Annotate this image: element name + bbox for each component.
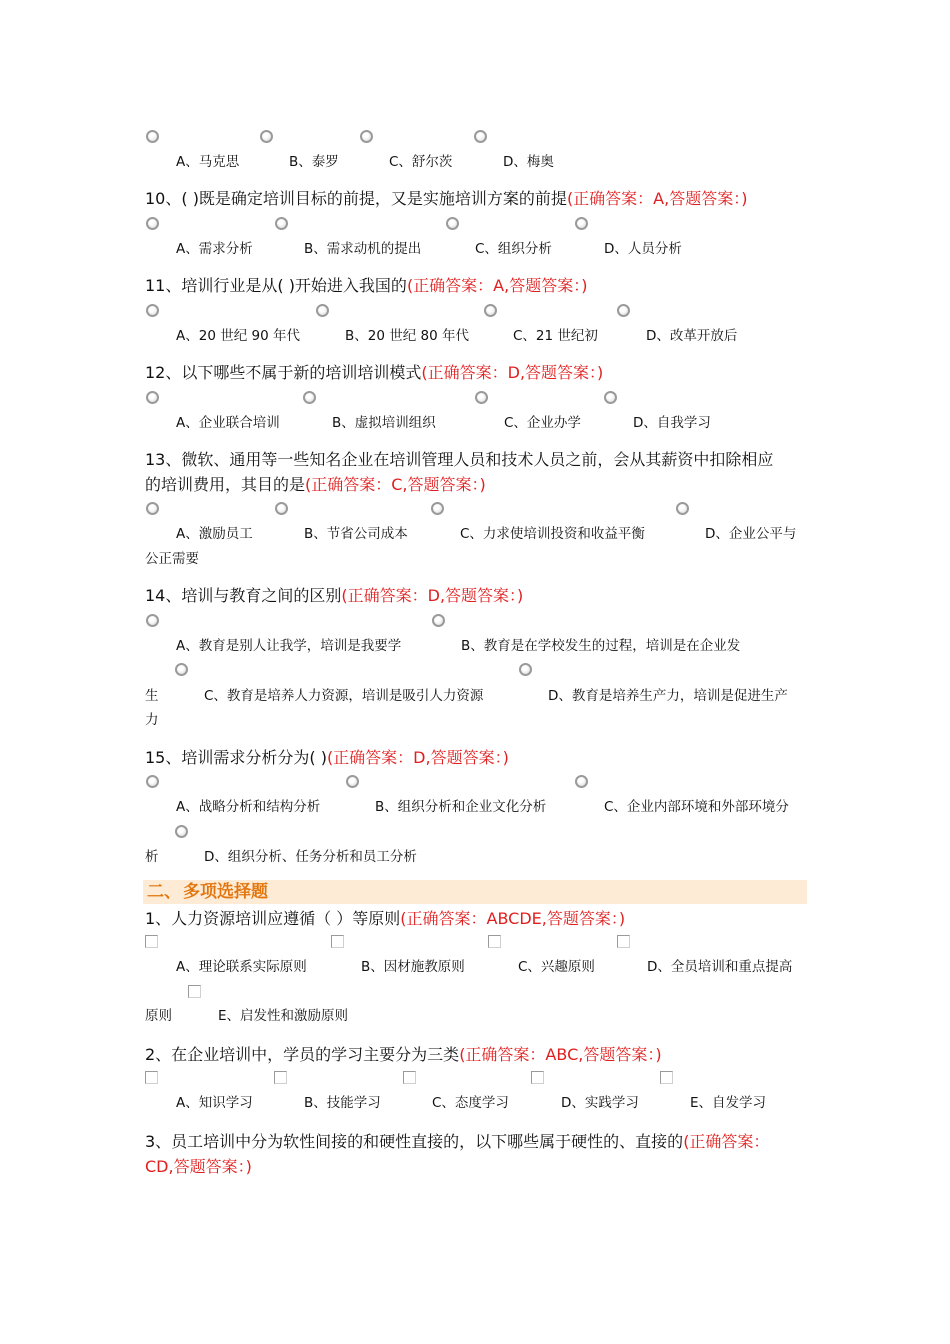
q11-option-c: C、21 世纪初 [513,328,598,344]
q11-text: 11、培训行业是从( )开始进入我国的(正确答案：A,答题答案：) [145,276,588,295]
q12-option-d: D、自我学习 [633,415,711,431]
q15-radio-a[interactable] [146,775,159,788]
q15-text: 15、培训需求分析分为( )(正确答案：D,答题答案：) [145,748,509,767]
q12-text: 12、以下哪些不属于新的培训培训模式(正确答案：D,答题答案：) [145,363,604,382]
q13-option-d: D、企业公平与 [705,526,797,542]
q13-option-b: B、节省公司成本 [304,526,408,542]
q12-option-b: B、虚拟培训组织 [332,415,436,431]
q12-option-a: A、企业联合培训 [176,415,280,431]
q14-option-b-wrap: 生 [145,688,159,704]
q9-radio-a[interactable] [146,130,159,143]
q15-option-c: C、企业内部环境和外部环境分 [604,799,789,815]
q12-answer: (正确答案：D,答题答案：) [421,363,604,382]
m2-option-c: C、态度学习 [432,1095,509,1111]
m1-checkbox-c[interactable] [488,935,501,948]
q10-radio-b[interactable] [275,217,288,230]
m1-option-d: D、全员培训和重点提高 [647,959,793,975]
m1-checkbox-e[interactable] [188,985,201,998]
m2-checkbox-b[interactable] [274,1071,287,1084]
m1-option-a: A、理论联系实际原则 [176,959,307,975]
m1-checkbox-a[interactable] [145,935,158,948]
m2-checkbox-a[interactable] [145,1071,158,1084]
m1-option-c: C、兴趣原则 [518,959,595,975]
q15-option-c-wrap: 析 [145,849,159,865]
m1-checkbox-d[interactable] [617,935,630,948]
q14-option-b: B、教育是在学校发生的过程，培训是在企业发 [461,638,741,654]
q13-radio-d[interactable] [676,502,689,515]
q10-option-d: D、人员分析 [604,241,682,257]
q9-radio-c[interactable] [360,130,373,143]
q11-radio-b[interactable] [316,304,329,317]
q10-option-b: B、需求动机的提出 [304,241,422,257]
section-header-multiple-choice [143,880,807,904]
q13-text-line1: 13、微软、通用等一些知名企业在培训管理人员和技术人员之前，会从其薪资中扣除相应 [145,450,774,469]
q9-option-c: C、舒尔茨 [389,154,453,170]
q11-option-d: D、改革开放后 [646,328,738,344]
q13-option-a: A、激励员工 [176,526,253,542]
q11-answer: (正确答案：A,答题答案：) [406,276,588,295]
m1-checkbox-b[interactable] [331,935,344,948]
q15-answer: (正确答案：D,答题答案：) [326,748,509,767]
q13-option-c: C、力求使培训投资和收益平衡 [460,526,645,542]
q14-radio-c[interactable] [175,663,188,676]
q12-radio-a[interactable] [146,391,159,404]
q15-radio-d[interactable] [175,825,188,838]
m2-checkbox-c[interactable] [403,1071,416,1084]
m2-option-b: B、技能学习 [304,1095,381,1111]
section-title: 二、 多项选择题 [147,882,268,902]
q14-radio-b[interactable] [432,614,445,627]
m3-answer-part2: CD,答题答案：) [145,1157,252,1176]
m2-checkbox-d[interactable] [531,1071,544,1084]
q10-option-c: C、组织分析 [475,241,552,257]
q14-text: 14、培训与教育之间的区别(正确答案：D,答题答案：) [145,586,524,605]
q9-option-b: B、泰罗 [289,154,339,170]
q13-answer: (正确答案：C,答题答案：) [305,475,486,494]
q13-radio-a[interactable] [146,502,159,515]
q9-option-a: A、马克思 [176,154,240,170]
m1-answer: (正确答案：ABCDE,答题答案：) [400,909,626,928]
q13-option-d-wrap: 公正需要 [145,551,199,567]
q13-radio-c[interactable] [431,502,444,515]
q13-text-line2: 的培训费用，其目的是(正确答案：C,答题答案：) [145,475,486,494]
m2-checkbox-e[interactable] [660,1071,673,1084]
m2-option-d: D、实践学习 [561,1095,639,1111]
q13-radio-b[interactable] [275,502,288,515]
m1-option-b: B、因材施教原则 [361,959,465,975]
q14-option-d: D、教育是培养生产力，培训是促进生产 [548,688,788,704]
m1-text: 1、人力资源培训应遵循（ ）等原则(正确答案：ABCDE,答题答案：) [145,909,626,928]
q11-radio-d[interactable] [617,304,630,317]
q10-radio-a[interactable] [146,217,159,230]
q14-answer: (正确答案：D,答题答案：) [341,586,524,605]
q12-option-c: C、企业办学 [504,415,581,431]
q14-radio-a[interactable] [146,614,159,627]
m3-answer-part1: (正确答案： [683,1132,770,1151]
q11-radio-c[interactable] [484,304,497,317]
q10-text: 10、( )既是确定培训目标的前提，又是实施培训方案的前提(正确答案：A,答题答案：) [145,189,748,208]
q12-radio-d[interactable] [604,391,617,404]
q15-option-b: B、组织分析和企业文化分析 [375,799,547,815]
q9-radio-d[interactable] [474,130,487,143]
q15-option-d: D、组织分析、任务分析和员工分析 [204,849,417,865]
q11-radio-a[interactable] [146,304,159,317]
q10-radio-d[interactable] [575,217,588,230]
m2-option-a: A、知识学习 [176,1095,253,1111]
q11-option-b: B、20 世纪 80 年代 [345,328,469,344]
m1-option-e: E、启发性和激励原则 [218,1008,349,1024]
q10-radio-c[interactable] [446,217,459,230]
m3-text-line1: 3、员工培训中分为软性间接的和硬性直接的，以下哪些属于硬性的、直接的(正确答案： [145,1132,770,1151]
q9-radio-b[interactable] [260,130,273,143]
m2-text: 2、在企业培训中，学员的学习主要分为三类(正确答案：ABC,答题答案：) [145,1045,662,1064]
q10-answer: (正确答案：A,答题答案：) [566,189,748,208]
q15-radio-b[interactable] [346,775,359,788]
q14-radio-d[interactable] [519,663,532,676]
q12-radio-c[interactable] [475,391,488,404]
q12-radio-b[interactable] [303,391,316,404]
q14-option-c: C、教育是培养人力资源，培训是吸引人力资源 [204,688,484,704]
m2-answer: (正确答案：ABC,答题答案：) [459,1045,662,1064]
q14-option-d-wrap: 力 [145,712,159,728]
q11-option-a: A、20 世纪 90 年代 [176,328,300,344]
q9-option-d: D、梅奥 [503,154,554,170]
q15-radio-c[interactable] [575,775,588,788]
q14-option-a: A、教育是别人让我学，培训是我要学 [176,638,402,654]
q10-option-a: A、需求分析 [176,241,253,257]
q15-option-a: A、战略分析和结构分析 [176,799,321,815]
m2-option-e: E、自发学习 [690,1095,767,1111]
m1-option-d-wrap: 原则 [145,1008,172,1024]
